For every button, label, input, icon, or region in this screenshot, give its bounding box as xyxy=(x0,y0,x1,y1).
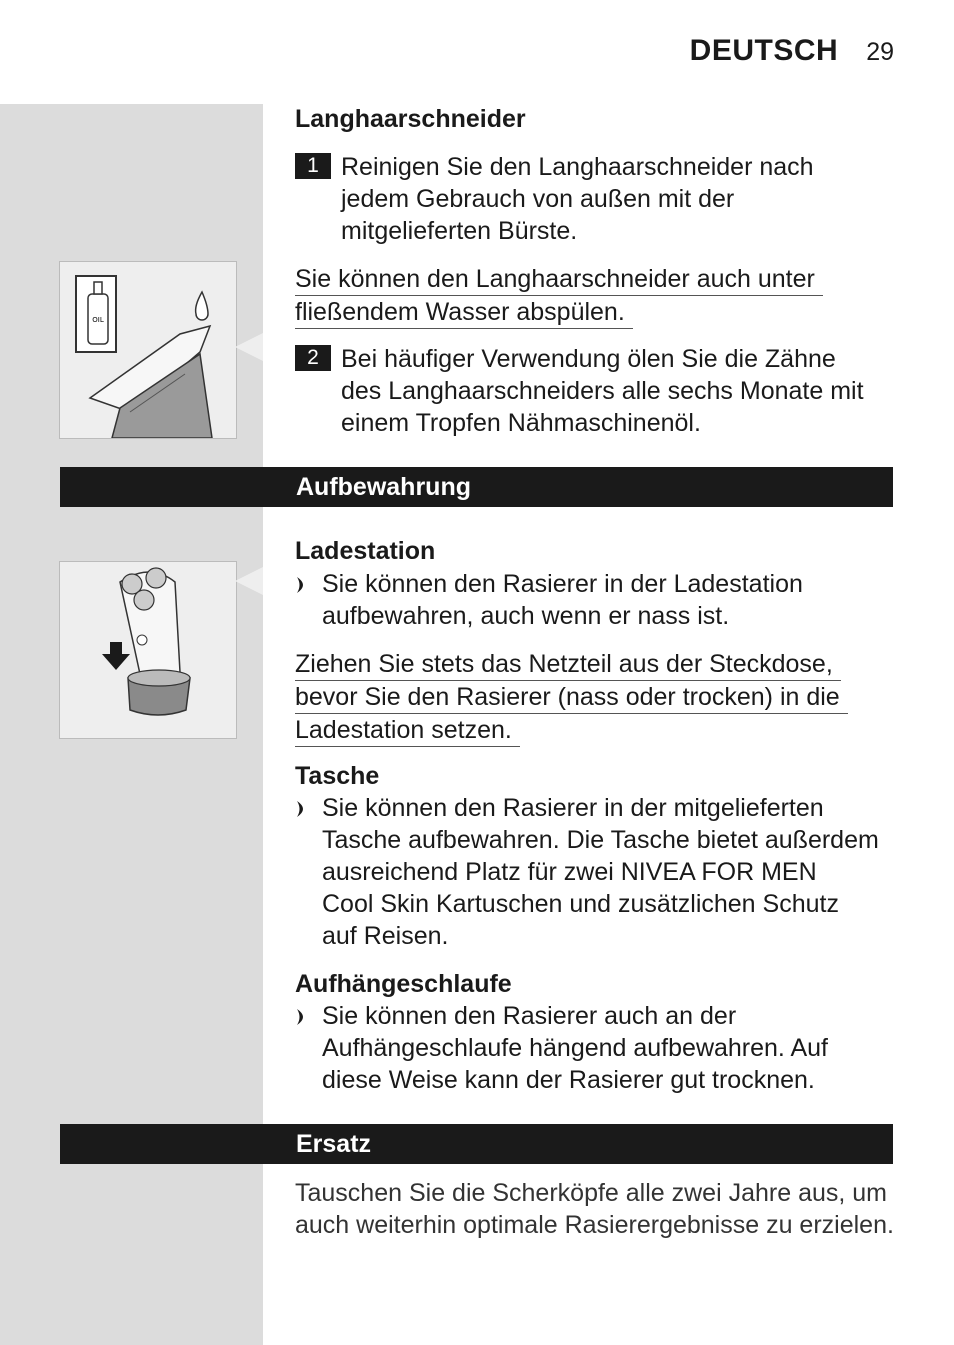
pouch-bullet-line: ausreichend Platz für zwei NIVEA FOR MEN xyxy=(322,858,817,886)
bullet-icon xyxy=(297,577,309,593)
bullet-icon xyxy=(297,801,309,817)
step-2 xyxy=(295,343,895,439)
rinse-note-line: fließendem Wasser abspülen. xyxy=(295,296,633,329)
hanging-loop-bullet-line: diese Weise kann der Rasierer gut trocknen. xyxy=(322,1066,815,1094)
step-2-line: des Langhaarschneiders alle sechs Monate mit xyxy=(341,377,864,405)
pouch-heading: Tasche xyxy=(295,762,380,790)
unplug-note xyxy=(295,648,848,747)
page-number: 29 xyxy=(866,38,894,66)
replacement-section-title: Ersatz xyxy=(296,1130,372,1158)
replacement-text xyxy=(295,1177,895,1241)
rinse-note xyxy=(295,263,823,329)
shaver-stand-illustration xyxy=(59,561,237,739)
oil-trimmer-illustration xyxy=(59,261,237,439)
unplug-note-line: bevor Sie den Rasierer (nass oder trocken) in die xyxy=(295,681,848,714)
beard-trimmer-heading: Langhaarschneider xyxy=(295,105,526,133)
charging-bullet-line: aufbewahren, auch wenn er nass ist. xyxy=(322,602,730,630)
unplug-note-line: Ziehen Sie stets das Netzteil aus der Steckdose, xyxy=(295,648,841,681)
rinse-note-line: Sie können den Langhaarschneider auch unter xyxy=(295,263,823,296)
storage-section-bar xyxy=(60,467,893,507)
charging-stand-heading: Ladestation xyxy=(295,537,436,565)
page-header xyxy=(690,34,894,68)
charging-bullet-line: Sie können den Rasierer in der Ladestation xyxy=(322,570,803,598)
hanging-loop-bullet-line: Sie können den Rasierer auch an der xyxy=(322,1002,737,1030)
step-1-number: 1 xyxy=(295,153,331,179)
pouch-bullet-line: Sie können den Rasierer in der mitgelieferten xyxy=(322,794,824,822)
storage-section-title: Aufbewahrung xyxy=(296,473,471,501)
hanging-loop-bullet-line: Aufhängeschlaufe hängend aufbewahren. Auf xyxy=(322,1034,828,1062)
language-title: DEUTSCH xyxy=(689,34,839,67)
replacement-section-bar xyxy=(60,1124,893,1164)
figure-pointer xyxy=(235,333,263,361)
replacement-text-line: Tauschen Sie die Scherköpfe alle zwei Jahre aus, um xyxy=(295,1179,887,1207)
charging-bullet xyxy=(295,568,900,632)
pouch-bullet-line: auf Reisen. xyxy=(322,922,449,950)
step-1 xyxy=(295,151,895,247)
step-2-line: Bei häufiger Verwendung ölen Sie die Zähne xyxy=(341,345,836,373)
pouch-bullet-line: Cool Skin Kartuschen und zusätzlichen Schutz xyxy=(322,890,839,918)
step-1-line: mitgelieferten Bürste. xyxy=(341,217,578,245)
hanging-loop-heading: Aufhängeschlaufe xyxy=(295,970,512,998)
replacement-text-line: auch weiterhin optimale Rasierergebnisse zu erzielen. xyxy=(295,1211,894,1239)
pouch-bullet xyxy=(295,792,900,952)
step-1-line: Reinigen Sie den Langhaarschneider nach xyxy=(341,153,814,181)
unplug-note-line: Ladestation setzen. xyxy=(295,714,520,747)
oil-label: OIL xyxy=(92,316,104,324)
pouch-bullet-line: Tasche aufbewahren. Die Tasche bietet außerdem xyxy=(322,826,879,854)
bullet-icon xyxy=(297,1009,309,1025)
figure-pointer xyxy=(235,567,263,595)
hanging-loop-bullet xyxy=(295,1000,900,1096)
step-2-number: 2 xyxy=(295,345,331,371)
step-1-line: jedem Gebrauch von außen mit der xyxy=(341,185,735,213)
step-2-line: einem Tropfen Nähmaschinenöl. xyxy=(341,409,701,437)
